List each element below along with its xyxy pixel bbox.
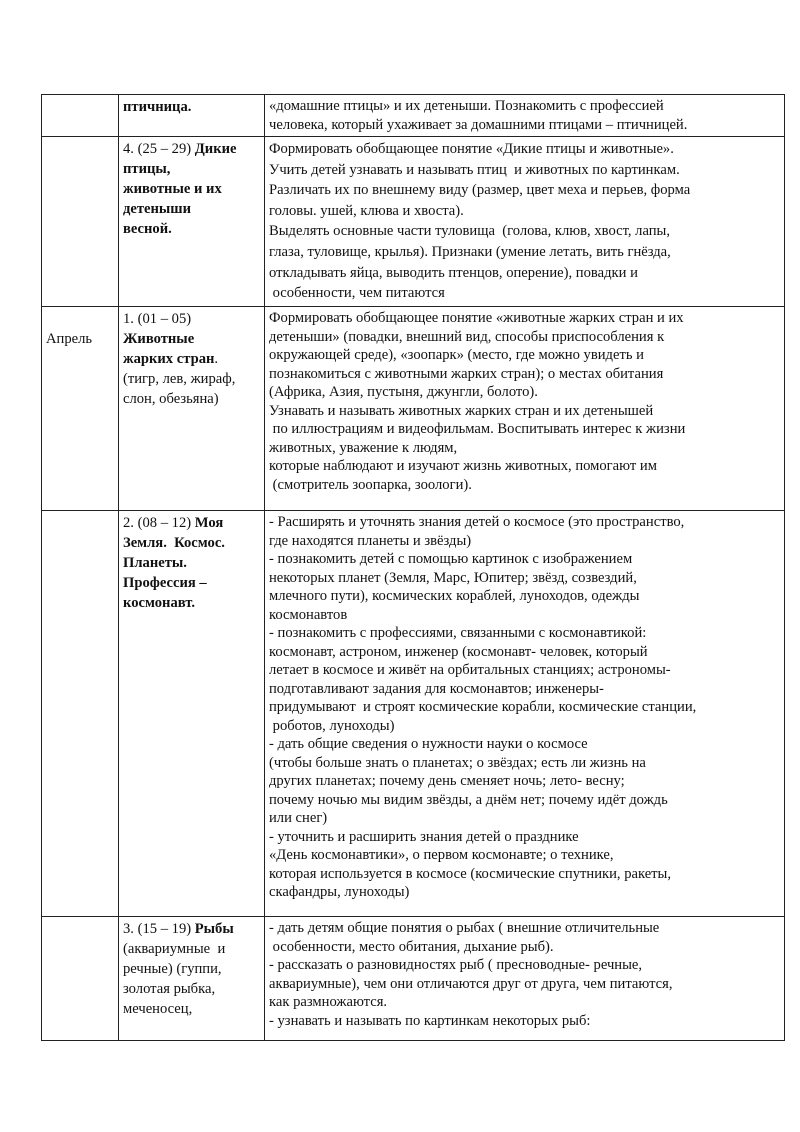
description-cell [265,307,785,511]
text-line: придумывают и строят космические корабли, космические станции, [269,699,697,715]
description-cell [265,137,785,307]
text-line: окружающей среде), «зоопарк» (место, где можно увидеть и [269,347,644,363]
topic-cell [119,137,265,307]
text-line: - Расширять и уточнять знания детей о космосе (это пространство, [269,514,685,530]
text-line: глаза, туловище, крылья). Признаки (умение летать, вить гнёзда, [269,243,671,260]
text-line: - дать детям общие понятия о рыбах ( внешние отличительные [269,920,660,936]
text-line: Узнавать и называть животных жарких стран и их детенышей [269,402,654,419]
text-line: по иллюстрациям и видеофильмам. Воспитывать интерес к жизни [269,421,686,437]
text-line: Животные [123,331,195,347]
text-line: золотая рыбка, [123,981,216,997]
text-line: подготавливают задания для космонавтов; инженеры- [269,680,604,697]
text-line: особенности, чем питаются [269,285,445,302]
text-line: человека, который ухаживает за домашними птицами – птичницей. [269,116,688,133]
table-row [42,307,785,511]
text-line: Выделять основные части туловища (голова, клюв, хвост, лапы, [269,223,670,240]
text-line: (чтобы больше знать о планетах; о звёздах; есть ли жизнь на [269,754,646,771]
text-line: млечного пути), космических кораблей, луноходов, одежды [269,588,640,604]
text-line: слон, обезьяна) [123,391,219,407]
text-line: роботов, луноходы) [269,717,395,734]
text-line: аквариумные), чем они отличаются друг от друга, чем питаются, [269,975,673,992]
description-cell [265,511,785,917]
table-row [42,137,785,307]
text-line: некоторых планет (Земля, Марс, Юпитер; звёзд, созвездий, [269,569,637,586]
text-line: Различать их по внешнему виду (размер, цвет меха и перьев, форма [269,182,691,199]
text-line: космонавт. [123,595,195,611]
text-line: 3. (15 – 19) Рыбы [123,921,234,937]
table-row [42,95,785,137]
text-line: - узнавать и называть по картинкам некоторых рыб: [269,1012,591,1029]
text-line: «домашние птицы» и их детеныши. Познакомить с профессией [269,98,664,114]
text-line: - уточнить и расширить знания детей о празднике [269,828,579,845]
text-line: «День космонавтики», о первом космонавте; о технике, [269,847,614,863]
text-line: которые наблюдают и изучают жизнь животных, помогают им [269,458,657,474]
topic-line: 4. (25 – 29) Дикие [123,141,237,157]
text-line: (Африка, Азия, пустыня, джунгли, болото). [269,384,538,400]
month-cell [42,95,119,137]
text-line: космонавт, астроном, инженер (космонавт- человек, который [269,643,648,660]
text-line: (тигр, лев, жираф, [123,371,236,387]
text-line: (смотритель зоопарка, зоологи). [269,476,472,493]
text-line: скафандры, луноходы) [269,884,410,900]
text-line: меченосец, [123,1001,193,1017]
text-line: Земля. Космос. [123,535,225,551]
text-line: животных, уважение к людям, [269,439,458,456]
text-line: 1. (01 – 05) [123,311,192,327]
description-cell [265,95,785,137]
text-line: Профессия – [123,575,207,591]
text-line: или снег) [269,810,328,826]
topic-cell [119,917,265,1041]
text-line: детеныши [123,201,192,217]
text-line: Учить детей узнавать и называть птиц и животных по картинкам. [269,161,680,178]
text-line: - дать общие сведения о нужности науки о космосе [269,736,588,752]
text-line: (аквариумные и [123,941,226,957]
month-label: Апрель [46,331,93,347]
text-line: животные и их [123,181,222,197]
text-line: головы. ушей, клюва и хвоста). [269,202,464,219]
curriculum-table [41,94,785,1041]
text-line: Планеты. [123,555,187,571]
table-row [42,917,785,1041]
text-line: летает в космосе и живёт на орбитальных станциях; астрономы- [269,662,671,678]
month-cell [42,137,119,307]
text-line: детеныши» (повадки, внешний вид, способы приспособления к [269,328,665,345]
text-line: Формировать обобщающее понятие «животные жарких стран и их [269,310,684,326]
topic-cell [119,307,265,511]
text-line: которая используется в космосе (космические спутники, ракеты, [269,865,672,882]
table-row [42,511,785,917]
text-line: почему ночью мы видим звёзды, а днём нет; почему идёт дождь [269,791,668,808]
text-line: - познакомить с профессиями, связанными с космонавтикой: [269,625,647,641]
text-line: жарких стран. [123,351,219,367]
topic-line: птичница. [123,99,192,115]
text-line: Формировать обобщающее понятие «Дикие птицы и животные». [269,141,674,157]
topic-cell [119,511,265,917]
text-line: птицы, [123,161,171,177]
text-line: весной. [123,221,172,237]
text-line: других планетах; почему день сменяет ночь; лето- весну; [269,773,625,789]
text-line: познакомиться с животными жарких стран); о местах обитания [269,365,664,382]
text-line: особенности, место обитания, дыхание рыб). [269,938,554,955]
text-line: - познакомить детей с помощью картинок с изображением [269,551,633,567]
text-line: космонавтов [269,606,348,623]
text-line: как размножаются. [269,994,388,1010]
month-cell [42,917,119,1041]
topic-cell [119,95,265,137]
document-page [41,94,784,1041]
month-cell [42,307,119,511]
text-line: откладывать яйца, выводить птенцов, оперение), повадки и [269,264,638,281]
month-cell [42,511,119,917]
text-line: 2. (08 – 12) Моя [123,515,224,531]
description-cell [265,917,785,1041]
text-line: речные) (гуппи, [123,961,222,977]
text-line: где находятся планеты и звёзды) [269,532,472,549]
text-line: - рассказать о разновидностях рыб ( пресноводные- речные, [269,957,643,973]
